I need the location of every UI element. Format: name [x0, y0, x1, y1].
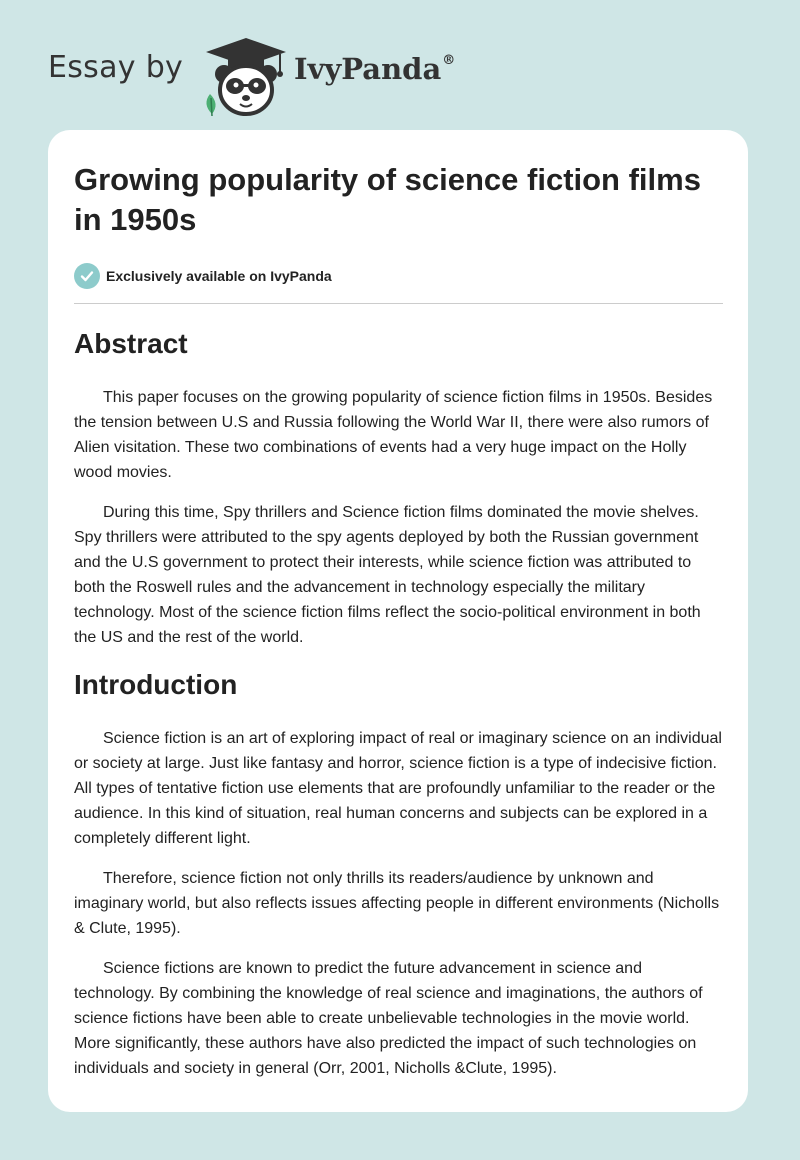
- section-heading-introduction: Introduction: [74, 669, 238, 700]
- brand-name[interactable]: [294, 52, 455, 86]
- section-heading-abstract: Abstract: [74, 328, 188, 359]
- registered-mark: ®: [442, 53, 456, 69]
- site-header: [48, 30, 748, 120]
- brand-text: IvyPanda: [294, 52, 442, 86]
- essay-by-label: Essay by: [48, 50, 184, 85]
- panda-logo-icon[interactable]: [200, 34, 292, 118]
- paragraph: This paper focuses on the growing popularity of science fiction films in 1950s. Besides the tension between U.S and Russia following the World War II, there were also rumors of Alien visitation. These two combinations of events had a very huge impact on the Holly wood movies.: [74, 389, 713, 481]
- essay-card: [48, 130, 748, 1112]
- paragraph: Therefore, science fiction not only thrills its readers/audience by unknown and imaginary world, but also reflects issues affecting people in different environments (Nicholls & Clute, 1995).: [74, 870, 720, 937]
- page-title: Growing popularity of science fiction films in 1950s: [74, 162, 701, 237]
- paragraph: During this time, Spy thrillers and Science fiction films dominated the movie shelves. Spy thrillers were attributed to the spy agents deployed by both the Russian government and the U.S government to protect their interests, while science fiction was attributed to both the Roswell rules and the advancement in technology especially the military technology. Most of the science fiction films reflect the socio-political environment in both the US and the rest of the world.: [74, 504, 701, 646]
- paragraph: Science fiction is an art of exploring impact of real or imaginary science on an individual or society at large. Just like fantasy and horror, science fiction is a type of indecisive fiction. All types of tentative fiction use elements that are profoundly unfamiliar to the reader or the audience. In this kind of situation, real human concerns and subjects can be explored in a completely different light.: [74, 730, 722, 847]
- exclusive-badge-text: Exclusively available on IvyPanda: [106, 268, 332, 284]
- paragraph: Science fictions are known to predict the future advancement in science and technology. By combining the knowledge of real science and imaginations, the authors of science fictions have been able to create unbelievable technologies in the movie world. More significantly, these authors have also predicted the impact of such technologies on individuals and society in general (Orr, 2001, Nicholls &Clute, 1995).: [74, 960, 703, 1077]
- check-icon: [74, 263, 100, 289]
- divider: [74, 303, 723, 304]
- exclusive-badge: [74, 263, 332, 289]
- essay-content: [74, 324, 724, 1096]
